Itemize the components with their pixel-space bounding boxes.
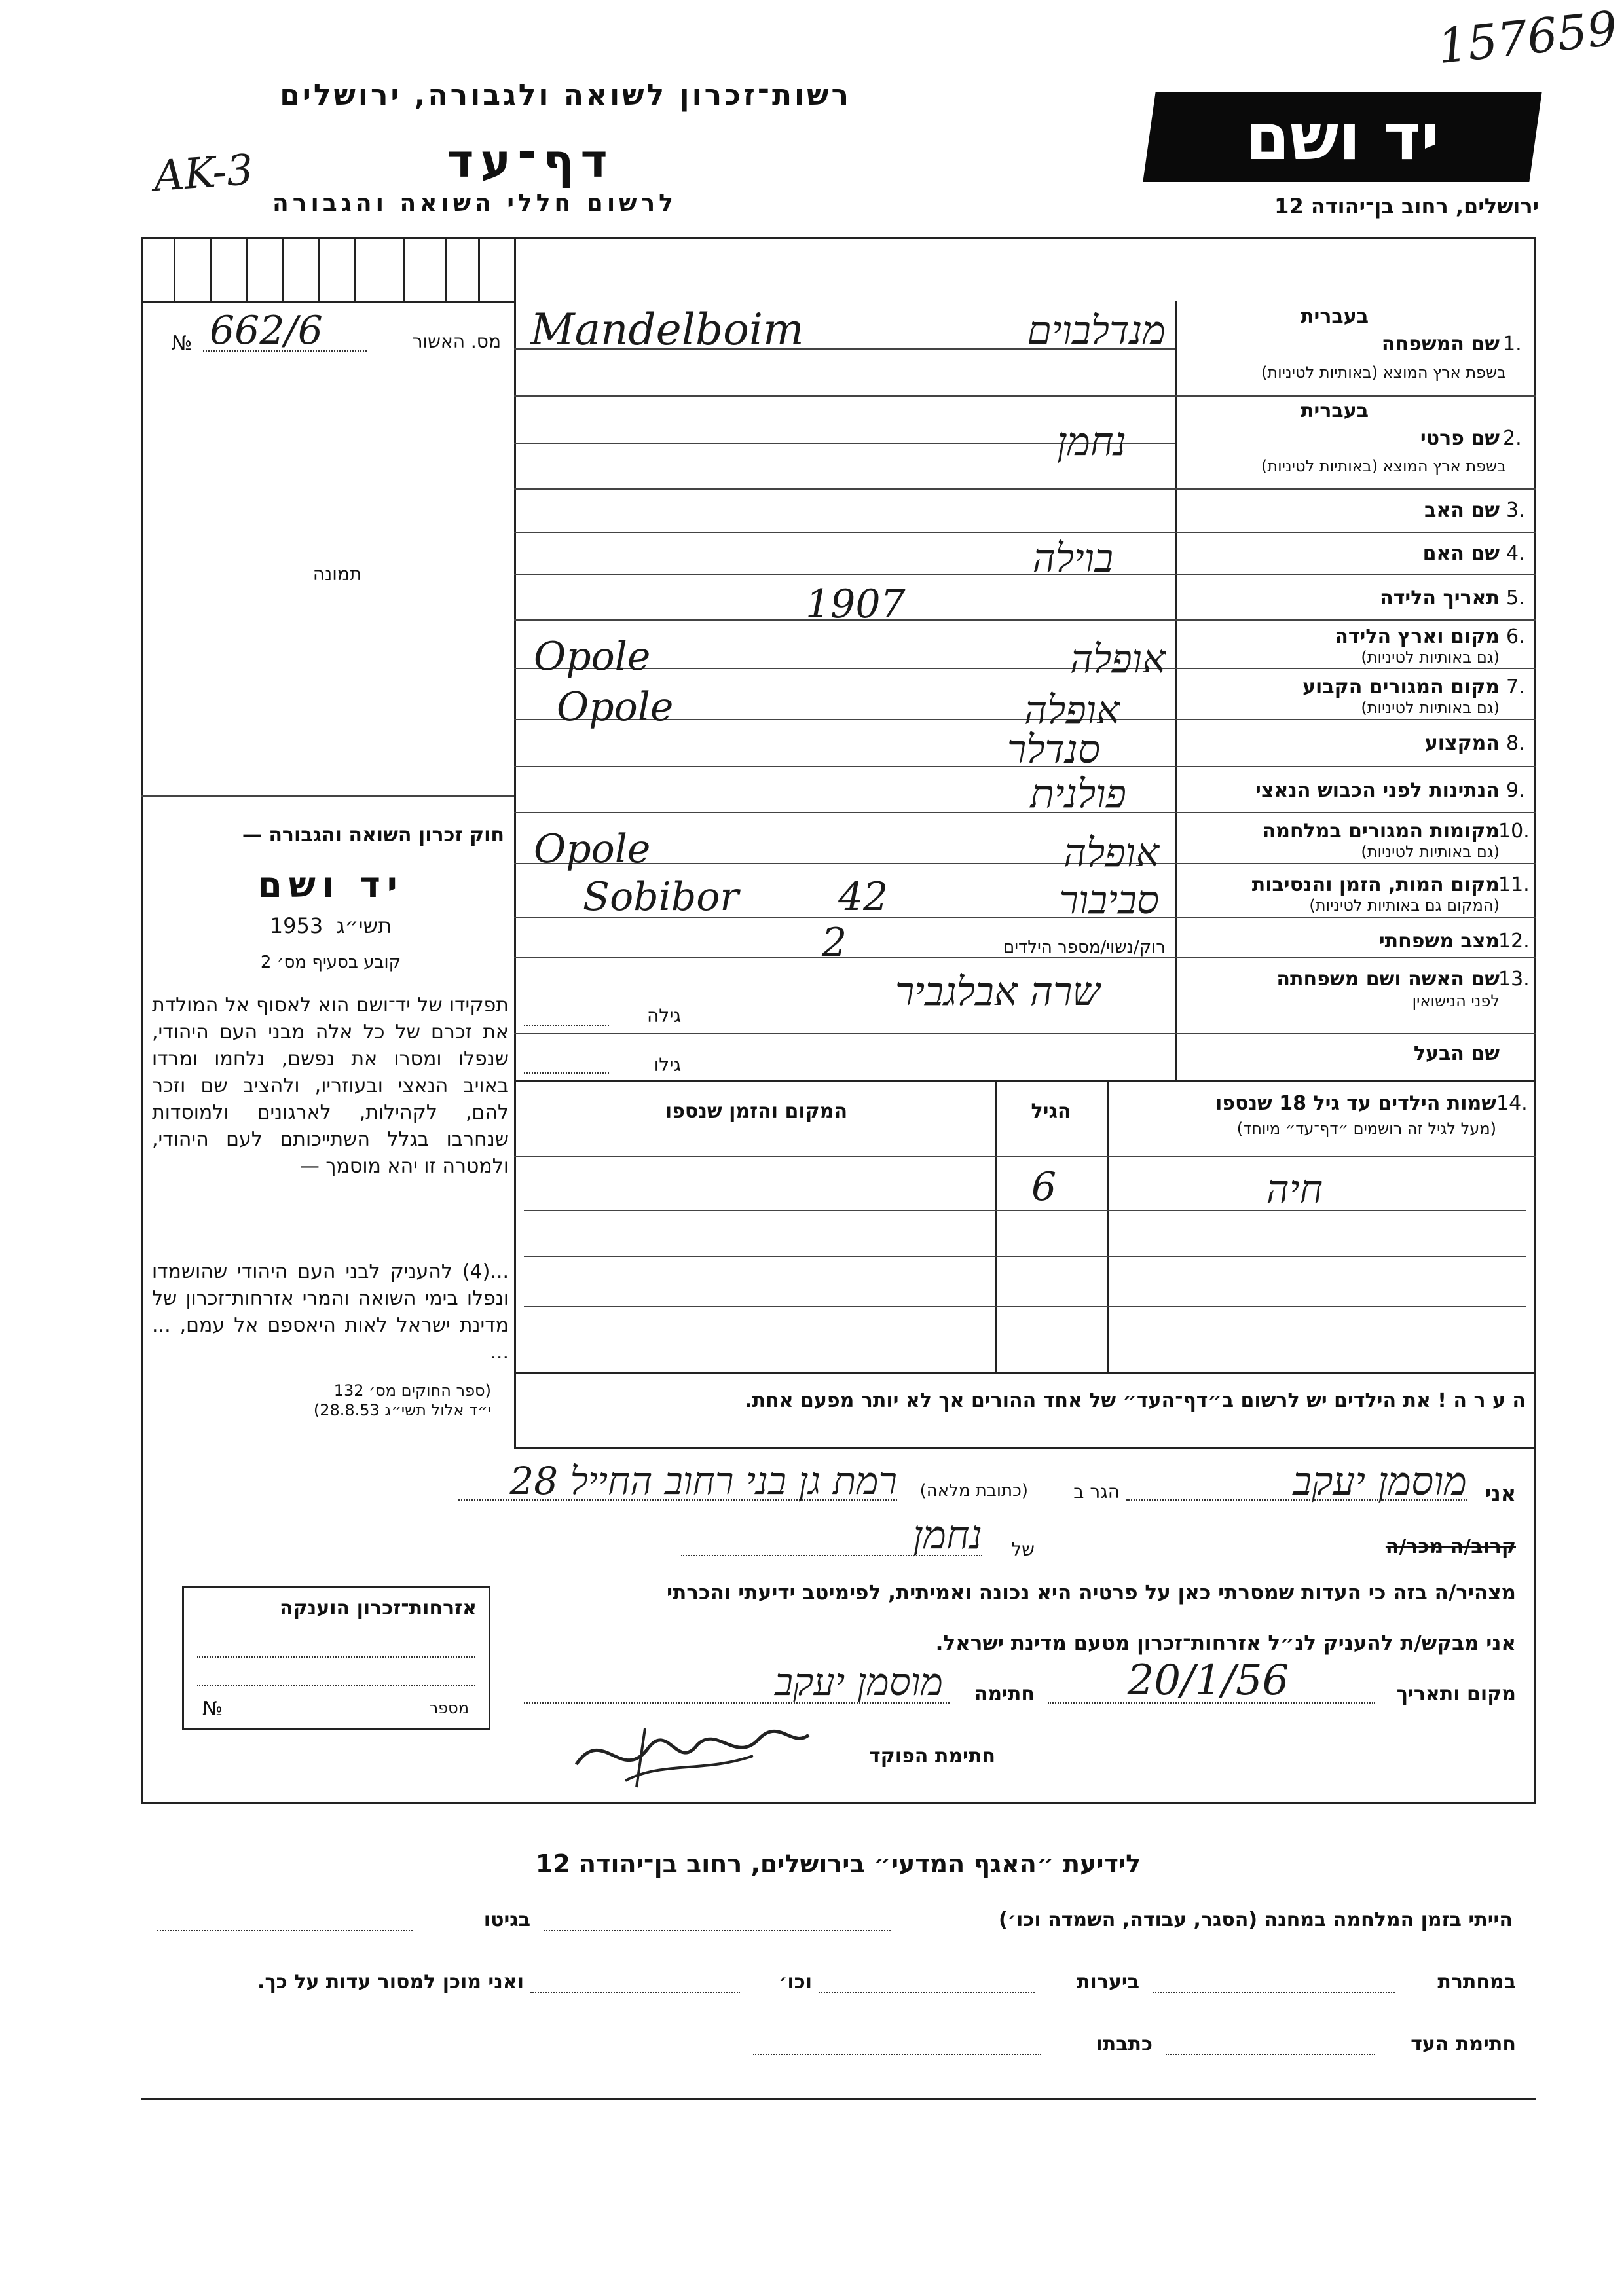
frame-bottom: [141, 1802, 1536, 1804]
birthplace-latin: Opole: [534, 634, 651, 680]
field-1-number: 1.: [1503, 333, 1522, 355]
children-age-col-right: [1107, 1080, 1109, 1372]
frame-left: [141, 237, 143, 1804]
field-10-sub: (גם באותיות לטיניות): [1361, 843, 1500, 861]
law-text-2: ...(4) להעניק לבני העם היהודי שהושמדו ונפלו בימי השואה והמרי אזרחות־זכרון של מדינת ישראל לאות היאספם אל עמם, ... ...: [152, 1260, 509, 1364]
field-2-sub: בשפת ארץ המוצא (באותיות לטיניות): [1261, 457, 1506, 475]
declaration-ani: אני: [1485, 1481, 1516, 1506]
field-10-label: מקומות המגורים במלחמה: [1262, 820, 1500, 843]
info-line2-forests: ביערות: [1077, 1971, 1139, 1994]
declaration-relative: קרוב/ה מכר/ה: [1385, 1535, 1516, 1558]
children-count: 2: [822, 920, 847, 966]
declarant-name: מוסמן יעקב: [1293, 1459, 1467, 1504]
given-name-hebrew: נחמן: [1057, 419, 1126, 465]
field-4-number: 4.: [1506, 542, 1525, 565]
children-number: 14.: [1496, 1092, 1528, 1115]
husband-age-label: גילו: [654, 1054, 681, 1076]
law-clause: קובע בסעיף מס׳ 2: [260, 953, 401, 972]
info-line1-ghetto: בגיטו: [483, 1908, 530, 1931]
field-6-number: 6.: [1506, 625, 1525, 648]
field-4-label: שם האם: [1422, 542, 1500, 565]
field-2-number: 2.: [1503, 427, 1522, 450]
law-year: [157, 913, 504, 938]
death-age: 42: [838, 874, 889, 920]
logo-text: יד ושם: [1245, 100, 1440, 175]
nationality: פולנית: [1030, 771, 1126, 817]
reg-number-value: 662/6: [210, 308, 323, 354]
field-6-label: מקום וארץ הלידה: [1335, 625, 1500, 648]
officer-signature-scribble: [563, 1709, 825, 1797]
field-6-sub: (גם באותיות לטיניות): [1361, 648, 1500, 666]
field-3-label: שם האב: [1424, 499, 1500, 522]
photo-label: תמונה: [312, 563, 362, 585]
children-table-top: [514, 1080, 1536, 1082]
info-line3-signature: חתימת העד: [1411, 2033, 1516, 2056]
death-place-hebrew: סביבור: [1059, 877, 1159, 923]
declaration-residing: הגר ב: [1073, 1481, 1120, 1503]
child-name: חיה: [1266, 1167, 1323, 1212]
children-note: ה ע ר ה ! את הילדים יש לרשום ב״דף־העד״ של אחד ההורים אך לא יותר מפעם אחת.: [745, 1389, 1526, 1412]
declaration-text: מצהיר/ה בזה כי העדות שמסרתי כאן על פרטיה היא נכונה ואמיתית, לפימיטב ידיעתי והכרתי: [667, 1581, 1516, 1605]
field-9-label: הנתינות לפני הכבוש הנאצי: [1255, 779, 1500, 802]
wartime-residence-hebrew: אופלה: [1063, 830, 1159, 876]
field-11-sub: (המקום גם באותיות לטיניות): [1309, 896, 1500, 915]
children-label: שמות הילדים עד גיל 18 שנספו: [1215, 1092, 1496, 1115]
field-7-label: מקום המגורים הקבוע: [1302, 676, 1500, 699]
declaration-date: 20/1/56: [1127, 1656, 1289, 1705]
field-5-label: תאריך הלידה: [1380, 587, 1500, 610]
citizenship-box-title: אזרחות־זכרון הוענקה: [279, 1597, 477, 1620]
residence-hebrew: אופלה: [1024, 687, 1120, 733]
law-title: יד ושם: [257, 864, 404, 905]
field-1-sub: בשפת ארץ המוצא (באותיות לטיניות): [1261, 363, 1506, 382]
info-line2-underground: במחתרת: [1437, 1971, 1516, 1994]
archive-code: AK-3: [152, 145, 255, 202]
law-text-1: תפקידו של יד־ושם הוא לאסוף אל המולדת את זכרם של כל אלה מבני העם היהודי, שנפלו ומסרו את נפשם, נלחמו ומרדו באויב הנאצי ובעוזריו, ולהציב שם וזכר להם, לקהילות, לארגונים ולמוסדות שנחרבו בגלל השתייכותם לעם היהודי, ולמטרה זו יהא מוסמך —: [152, 994, 509, 1178]
relative-of-name: נחמן: [913, 1512, 982, 1558]
info-line2-testimony: ואני מוכן למסור עדות על כך.: [257, 1971, 524, 1994]
law-ref-2: י״ד אלול תשי״ג 28.8.53): [313, 1401, 491, 1419]
declarant-address: רמת גן בני רחוב החייל 28: [509, 1459, 897, 1503]
place-date-label: מקום ותאריך: [1396, 1683, 1516, 1705]
info-line3-address: כתבתו: [1096, 2033, 1153, 2056]
children-place-header: המקום והזמן שנספו: [665, 1100, 848, 1123]
field-12-number: 12.: [1498, 930, 1530, 953]
citizenship-no-symbol: №: [202, 1698, 223, 1721]
children-age-col-left: [995, 1080, 997, 1372]
field-7-number: 7.: [1506, 676, 1525, 699]
husband-label: שם הבעל: [1413, 1042, 1500, 1065]
frame-right: [1534, 237, 1536, 1804]
field-7-sub: (גם באותיות לטיניות): [1361, 699, 1500, 717]
occupation: סנדלר: [1006, 727, 1100, 773]
wife-age-label: גילה: [646, 1005, 681, 1027]
header-address: ירושלים, רחוב בן־יהודה 12: [1274, 194, 1539, 219]
field-13-number: 13.: [1498, 968, 1530, 991]
citizenship-box: [182, 1586, 490, 1730]
surname-latin: Mandelboim: [530, 304, 804, 355]
field-13-sub: לפני הנישואין: [1412, 992, 1500, 1010]
law-year-hebrew: תשי״ג: [336, 913, 392, 938]
page-subtitle: לרשום חללי השואה והגבורה: [272, 190, 677, 217]
field-1-heb-tag: בעברית: [1301, 305, 1369, 328]
frame-top: [141, 237, 1536, 239]
field-11-label: מקום המות, הזמן והנסיבות: [1251, 873, 1500, 896]
info-title: לידיעת ״האגף המדעי״ בירושלים, רחוב בן־יהודה 12: [535, 1850, 1141, 1878]
wartime-residence-latin: Opole: [534, 826, 651, 872]
field-3-number: 3.: [1506, 499, 1525, 522]
citizenship-number-label: מספר: [429, 1699, 469, 1717]
field-5-number: 5.: [1506, 587, 1525, 610]
surname-hebrew: מנדלבוים: [1027, 308, 1166, 354]
declaration-of: של: [1011, 1539, 1035, 1560]
tick-strip-bottom: [141, 301, 514, 303]
field-2-heb-tag: בעברית: [1301, 399, 1369, 422]
declaration-full-address-label: (כתובת מלאה): [919, 1481, 1028, 1501]
reg-no-symbol: №: [172, 332, 193, 355]
left-column-divider: [514, 237, 516, 1448]
authority-title: רשות־זכרון לשואה ולגבורה, ירושלים: [280, 79, 851, 112]
bottom-rule: [141, 2098, 1536, 2100]
reg-number-label: מס. האשור: [412, 331, 501, 352]
field-2-label: שם פרטי: [1420, 427, 1500, 450]
residence-latin: Opole: [557, 684, 674, 730]
declaration-request: אני מבקש/ת להעניק לנ״ל אזרחות־זכרון מטעם מדינת ישראל.: [935, 1631, 1516, 1655]
declarant-signature: מוסמן יעקב: [775, 1660, 943, 1704]
field-10-number: 10.: [1498, 820, 1530, 843]
field-8-label: המקצוע: [1424, 732, 1500, 755]
officer-signature-label: חתימת הפוקד: [869, 1745, 995, 1768]
field-1-label: שם המשפחה: [1381, 333, 1500, 355]
child-age: 6: [1031, 1164, 1057, 1210]
field-8-number: 8.: [1506, 732, 1525, 755]
field-11-number: 11.: [1498, 873, 1530, 896]
field-12-label: מצב משפחתי: [1378, 930, 1500, 953]
archive-number: 157659: [1435, 0, 1620, 75]
law-ref-1: (ספר החוקים מס׳ 132: [333, 1381, 491, 1400]
children-age-header: הגיל: [1031, 1100, 1071, 1123]
law-year-number: 1953: [269, 913, 323, 938]
info-line2-etc: וכו׳: [779, 1971, 812, 1994]
death-place-latin: Sobibor: [583, 874, 739, 920]
wife-name: שרה אבלגביר: [895, 969, 1100, 1015]
children-sub: (מעל לגיל זה רושמים ״דף־עד״ מיוחד): [1236, 1120, 1496, 1138]
mother-name: בוילה: [1032, 536, 1113, 581]
field-9-number: 9.: [1506, 779, 1525, 802]
field-13-label: שם האשה ושם משפחתה: [1276, 968, 1500, 991]
marital-status-options: רוק/נשוי/מספר הילדים: [1003, 938, 1166, 957]
page-title: דף־עד: [447, 134, 614, 188]
birthplace-hebrew: אופלה: [1069, 636, 1166, 682]
law-heading: חוק זכרון השואה והגבורה —: [242, 824, 504, 847]
info-line1-camp: הייתי בזמן המלחמה במחנה (הסגר, עבודה, השמדה וכו׳): [999, 1908, 1513, 1931]
label-column-divider: [1175, 301, 1177, 1080]
signature-label: חתימה: [974, 1683, 1035, 1705]
birth-date: 1907: [805, 581, 906, 627]
